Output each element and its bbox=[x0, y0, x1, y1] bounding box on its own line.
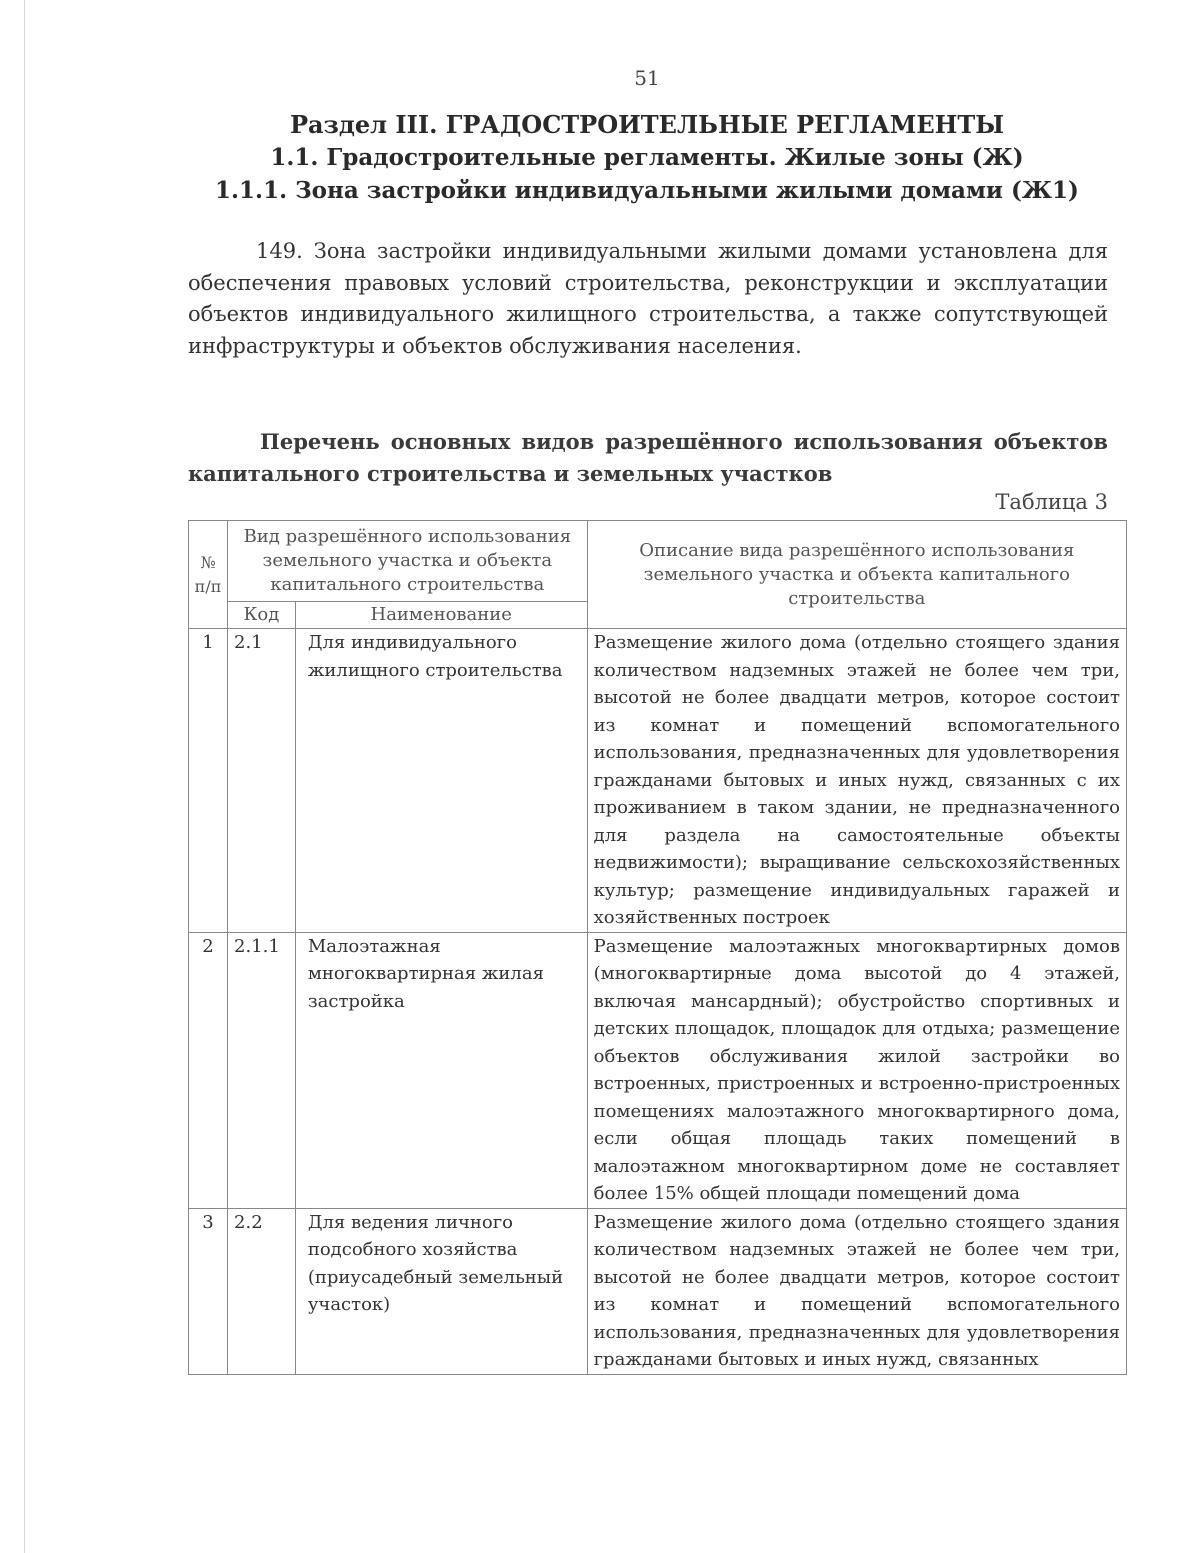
row-description: Размещение жилого дома (отдельно стоящего здания количеством надземных этажей не более чем три, высотой не более двадцати метров, которое состоит из комнат и помещений вспомогательного использования, предназначенных для удовлетворения гражданами бытовых и иных нужд, связанных bbox=[587, 1208, 1126, 1374]
row-num: 3 bbox=[189, 1208, 228, 1374]
table-header-row bbox=[189, 521, 1127, 602]
row-name: Для ведения личного подсобного хозяйства (приусадебный земельный участок) bbox=[295, 1208, 587, 1374]
table-row bbox=[189, 629, 1127, 933]
section-heading: Раздел III. ГРАДОСТРОИТЕЛЬНЫЕ РЕГЛАМЕНТЫ bbox=[289, 110, 1005, 139]
subsection-heading: 1.1. Градостроительные регламенты. Жилые зоны (Ж) bbox=[270, 144, 1024, 171]
table-row bbox=[189, 1208, 1127, 1374]
row-description: Размещение жилого дома (отдельно стоящего здания количеством надземных этажей не более чем три, высотой не более двадцати метров, которое состоит из комнат и помещений вспомогательного использования, предназначенных для удовлетворения гражданами бытовых и иных нужд, связанных с их проживанием в таком здании, не предназначенного для раздела на самостоятельные объекты недвижимости); выращивание сельскохозяйственных культур; размещение индивидуальных гаражей и хозяйственных построек bbox=[587, 629, 1126, 933]
row-code: 2.1 bbox=[228, 629, 296, 933]
row-code: 2.1.1 bbox=[228, 932, 296, 1208]
row-description: Размещение малоэтажных многоквартирных домов (многоквартирные дома высотой до 4 этажей, включая мансардный); обустройство спортивных и детских площадок, площадок для отдыха; размещение объектов обслуживания жилой застройки во встроенных, пристроенных и встроенно-пристроенных помещениях малоэтажного многоквартирного дома, если общая площадь таких помещений в малоэтажном многоквартирном доме не составляет более 15% общей площади помещений дома bbox=[587, 932, 1126, 1208]
table-label: Таблица 3 bbox=[995, 490, 1108, 514]
table-row bbox=[189, 932, 1127, 1208]
intro-paragraph: 149. Зона застройки индивидуальными жилыми домами установлена для обеспечения правовых условий строительства, реконструкции и эксплуатации объектов индивидуального жилищного строительства, а также сопутствующей инфраструктуры и объектов обслуживания населения. bbox=[188, 239, 1108, 358]
list-title: Перечень основных видов разрешённого использования объектов капитального строительства и земельных участков bbox=[188, 429, 1108, 486]
header-code: Код bbox=[228, 602, 296, 629]
row-name: Для индивидуального жилищного строительства bbox=[295, 629, 587, 933]
row-num: 1 bbox=[189, 629, 228, 933]
header-num: № п/п bbox=[189, 521, 228, 629]
header-kind-group: Вид разрешённого использования земельного участка и объекта капитального строительства bbox=[228, 521, 588, 602]
zone-heading: 1.1.1. Зона застройки индивидуальными жилыми домами (Ж1) bbox=[215, 177, 1079, 204]
row-num: 2 bbox=[189, 932, 228, 1208]
row-code: 2.2 bbox=[228, 1208, 296, 1374]
row-name: Малоэтажная многоквартирная жилая застройка bbox=[295, 932, 587, 1208]
header-description: Описание вида разрешённого использования земельного участка и объекта капитального строительства bbox=[587, 521, 1126, 629]
header-name: Наименование bbox=[295, 602, 587, 629]
regulations-table bbox=[188, 520, 1127, 1375]
page-number: 51 bbox=[634, 66, 660, 90]
